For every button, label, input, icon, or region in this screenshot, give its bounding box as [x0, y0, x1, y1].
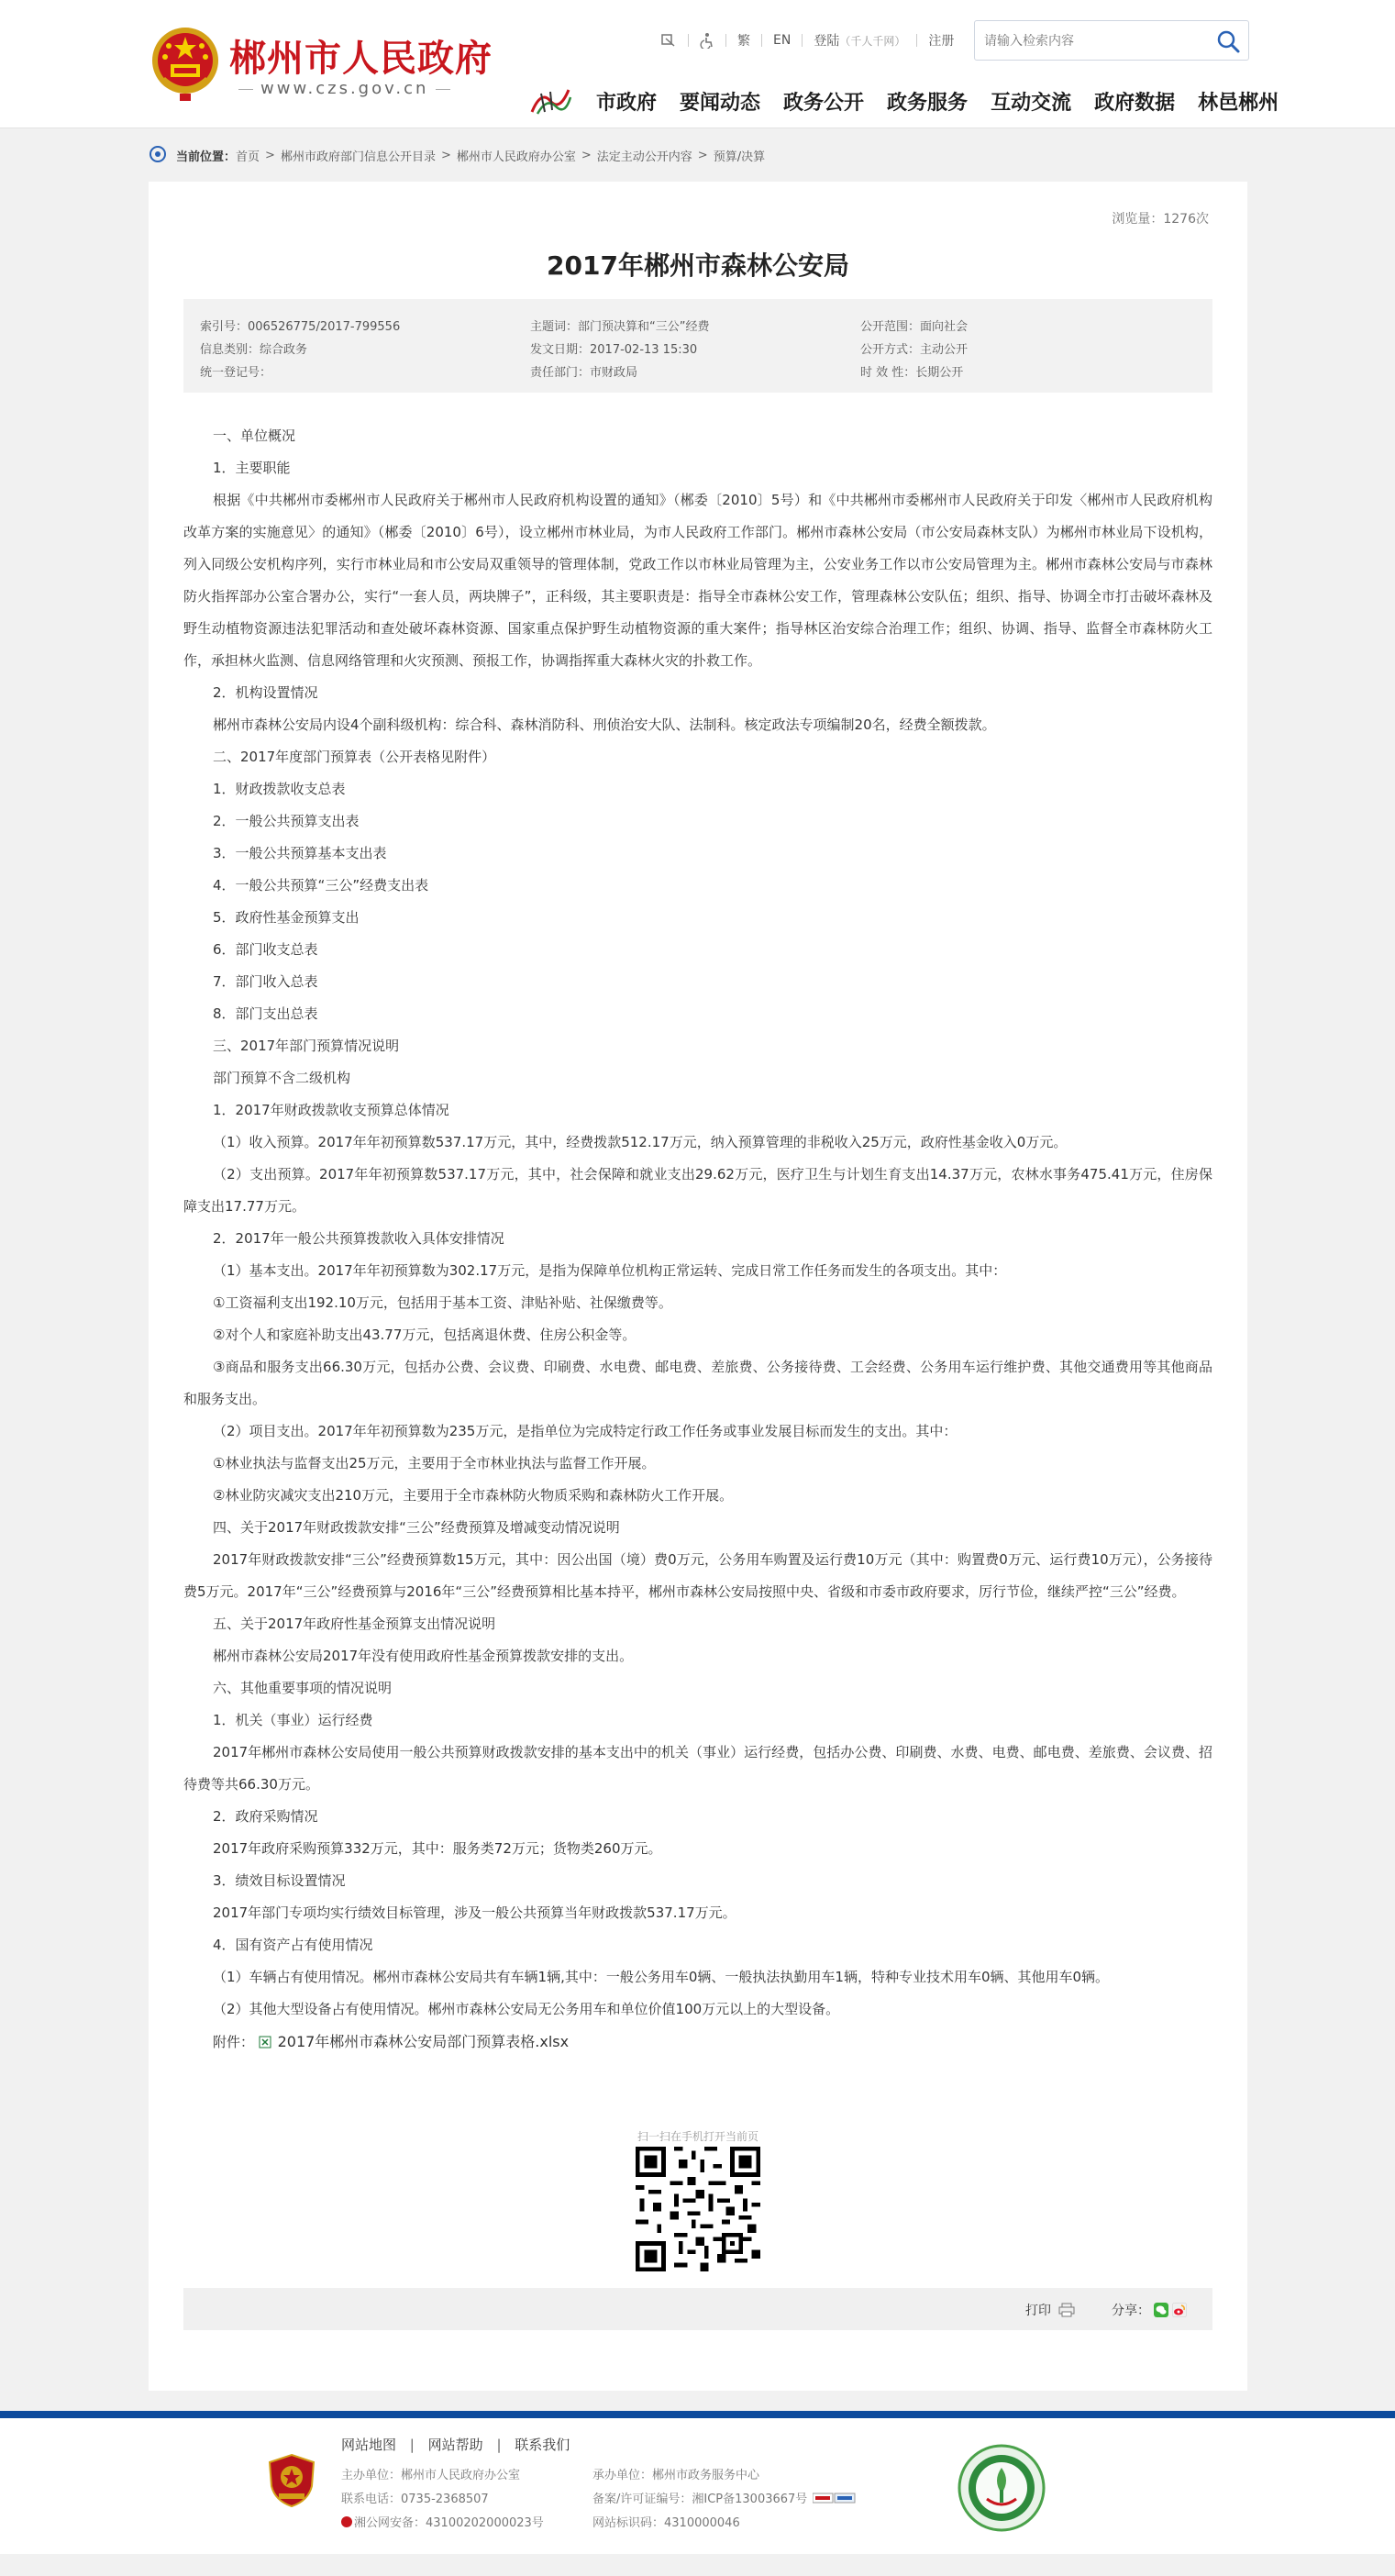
- divider: |: [409, 2437, 415, 2453]
- meta-index-no: 索引号：006526775/2017-799556: [200, 320, 401, 334]
- meta-topic: 主题词：部门预决算和“三公”经费: [530, 320, 710, 334]
- nav-item-news[interactable]: 要闻动态: [680, 91, 761, 115]
- qr-code-icon: [636, 2147, 760, 2271]
- article-title: 2017年郴州市森林公安局: [547, 250, 849, 281]
- attachment-row: [183, 2026, 1212, 2059]
- paragraph: 3．一般公共预算基本支出表: [213, 845, 387, 861]
- civilization-site-badge-icon[interactable]: [958, 2444, 1046, 2532]
- paragraph: （1）收入预算。2017年年初预算数537.17万元，其中，经费拨款512.17万元，纳入预算管理的非税收入25万元，政府性基金收入0万元。: [213, 1134, 1068, 1150]
- footer-link-sitemap[interactable]: 网站地图: [341, 2437, 397, 2453]
- top-links: [660, 29, 954, 51]
- paragraph: （1）基本支出。2017年年初预算数为302.17万元，是指为保障单位机构正常运转、完成日常工作任务而发生的各项支出。其中：: [213, 1262, 1007, 1279]
- meta-scope: 公开范围：面向社会: [860, 320, 969, 334]
- print-label: 打印: [1025, 2304, 1051, 2318]
- breadcrumb-separator: >: [697, 148, 708, 162]
- login-link[interactable]: 登陆: [814, 34, 840, 49]
- search-input[interactable]: [984, 30, 1204, 52]
- paragraph: 1．机关（事业）运行经费: [213, 1712, 373, 1728]
- footer-link-contact[interactable]: 联系我们: [515, 2437, 570, 2453]
- print-button[interactable]: [1025, 2301, 1075, 2319]
- nav-item-interaction[interactable]: 互动交流: [991, 91, 1072, 115]
- breadcrumb-item-office[interactable]: 郴州市人民政府办公室: [456, 150, 576, 164]
- paragraph: 4．一般公共预算“三公”经费支出表: [213, 877, 429, 894]
- paragraph: 2．政府采购情况: [213, 1808, 318, 1825]
- breadcrumb-item-home[interactable]: 首页: [236, 150, 260, 164]
- paragraph: 1．主要职能: [213, 460, 291, 476]
- breadcrumb-item-mandatory[interactable]: 法定主动公开内容: [596, 150, 692, 164]
- divider: [725, 34, 726, 47]
- paragraph: 2017年政府采购预算332万元，其中：服务类72万元；货物类260万元。: [213, 1840, 662, 1857]
- paragraph: ①工资福利支出192.10万元，包括用于基本工资、津贴补贴、社保缴费等。: [213, 1294, 672, 1311]
- meta-publish-date: 发文日期：2017-02-13 15:30: [530, 343, 698, 357]
- share-label: 分享：: [1112, 2304, 1150, 2318]
- wechat-icon[interactable]: [1154, 2303, 1168, 2317]
- article-container: [149, 182, 1247, 2391]
- excel-file-icon: [259, 2036, 271, 2049]
- meta-method: 公开方式：主动公开: [860, 343, 969, 357]
- breadcrumb-separator: >: [265, 148, 275, 162]
- search-box: [974, 20, 1249, 61]
- breadcrumb: [149, 144, 765, 166]
- paragraph: （2）支出预算。2017年年初预算数537.17万元，其中，社会保障和就业支出29.62万元，医疗卫生与计划生育支出14.37万元，农林水事务475.41万元，住房保障支出17.77万元。: [183, 1166, 1212, 1215]
- login-note: （千人千网）: [839, 34, 906, 48]
- paragraph: 部门预算不含二级机构: [213, 1070, 351, 1086]
- breadcrumb-item-catalog[interactable]: 郴州市政府部门信息公开目录: [280, 150, 436, 164]
- footer-links: [341, 2435, 570, 2454]
- breadcrumb-label: 当前位置：: [176, 150, 237, 164]
- traditional-chinese-link[interactable]: 繁: [737, 34, 750, 49]
- english-link[interactable]: EN: [773, 33, 792, 48]
- footer-police-row: [341, 2512, 544, 2536]
- paragraph: 3．绩效目标设置情况: [213, 1872, 346, 1889]
- article-body: [183, 420, 1212, 2059]
- paragraph: 六、其他重要事项的情况说明: [213, 1680, 393, 1696]
- nav-item-linyi[interactable]: 林邑郴州: [1198, 91, 1279, 115]
- paragraph: （2）项目支出。2017年年初预算数为235万元，是指单位为完成特定行政工作任务或事业发展目标而发生的支出。其中：: [213, 1423, 958, 1439]
- divider: [761, 34, 762, 47]
- site-footer: [0, 2418, 1395, 2554]
- paragraph: 一、单位概况: [213, 427, 296, 444]
- view-count: 浏览量：1276次: [1112, 212, 1209, 227]
- footer-icp-row: [592, 2488, 857, 2512]
- paragraph: ①林业执法与监督支出25万元，主要用于全市林业执法与监督工作开展。: [213, 1455, 656, 1471]
- paragraph: 根据《中共郴州市委郴州市人民政府关于郴州市人民政府机构设置的通知》（郴委〔2010〕5号）和《中共郴州市委郴州市人民政府关于印发〈郴州市人民政府机构改革方案的实施意见〉的通知》（郴委〔2010〕6号），设立郴州市林业局，为市人民政府工作部门。郴州市森林公安局（市公安局森林支队）为郴州市林业局下设机构，列入同级公安机构序列，实行市林业局和市公安局双重领导的管理体制，党政工作以市林业局管理为主，公安业务工作以市公安局管理为主。郴州市森林公安局与市森林防火指挥部办公室合署办公，实行“一套人员，两块牌子”，正科级，其主要职责是：指导全市森林公安工作，管理森林公安队伍；组织、指导、协调全市打击破坏森林及野生动植物资源违法犯罪活动和查处破坏森林资源、国家重点保护野生动植物资源的重大案件；指导林区治安综合治理工作；组织、协调、指导、监督全市森林防火工作，承担林火监测、信息网络管理和火灾预测、预报工作，协调指挥重大森林火灾的扑救工作。: [183, 492, 1212, 669]
- paragraph: 二、2017年度部门预算表（公开表格见附件）: [213, 749, 496, 765]
- search-icon[interactable]: [1215, 28, 1241, 54]
- article-action-bar: [183, 2288, 1212, 2330]
- paragraph: 2．机构设置情况: [213, 684, 318, 701]
- nav-item-data[interactable]: 政府数据: [1094, 91, 1176, 115]
- paragraph: 2017年郴州市森林公安局使用一般公共预算财政拨款安排的基本支出中的机关（事业）运行经费，包括办公费、印刷费、水费、电费、邮电费、差旅费、会议费、招待费等共66.30万元。: [183, 1744, 1212, 1793]
- paragraph: 2．一般公共预算支出表: [213, 813, 360, 829]
- footer-host: 主办单位：郴州市人民政府办公室: [341, 2469, 521, 2482]
- footer-police[interactable]: 湘公网安备：43100202000023号: [354, 2516, 544, 2530]
- wheelchair-icon[interactable]: [700, 32, 714, 49]
- paragraph: 郴州市森林公安局2017年没有使用政府性基金预算拨款安排的支出。: [213, 1648, 634, 1664]
- divider: [688, 34, 689, 47]
- accessibility-icon[interactable]: [660, 33, 677, 48]
- paragraph: 4．国有资产占有使用情况: [213, 1937, 373, 1953]
- printer-icon: [1058, 2303, 1075, 2317]
- footer-organizer: 承办单位：郴州市政务服务中心: [592, 2469, 760, 2482]
- attachment-link[interactable]: 2017年郴州市森林公安局部门预算表格.xlsx: [277, 2033, 570, 2050]
- nav-item-government[interactable]: 市政府: [596, 91, 658, 115]
- paragraph: ②对个人和家庭补助支出43.77万元，包括离退休费、住房公积金等。: [213, 1327, 637, 1343]
- meta-registration: 统一登记号：: [200, 366, 272, 380]
- paragraph: 三、2017年部门预算情况说明: [213, 1038, 400, 1054]
- footer-info-right: [592, 2464, 857, 2536]
- footer-link-help[interactable]: 网站帮助: [427, 2437, 483, 2453]
- location-pin-icon: [149, 145, 167, 165]
- footer-site-code: 网站标识码：4310000046: [592, 2516, 740, 2530]
- paragraph: 7．部门收入总表: [213, 973, 318, 990]
- paragraph: 郴州市森林公安局内设4个副科级机构：综合科、森林消防科、刑侦治安大队、法制科。核定政法专项编制20名，经费全额拨款。: [213, 716, 996, 733]
- paragraph: 8．部门支出总表: [213, 1005, 318, 1022]
- paragraph: 6．部门收支总表: [213, 941, 318, 958]
- paragraph: 1．2017年财政拨款收支预算总体情况: [213, 1102, 449, 1118]
- site-title: 郴州市人民政府: [229, 38, 493, 80]
- divider: [802, 34, 803, 47]
- site-header: [0, 0, 1395, 128]
- decorative-brush-icon: [528, 84, 572, 117]
- meta-validity: 时 效 性：长期公开: [860, 366, 964, 380]
- paragraph: （2）其他大型设备占有使用情况。郴州市森林公安局无公务用车和单位价值100万元以上的大型设备。: [213, 2001, 840, 2017]
- paragraph: 5．政府性基金预算支出: [213, 909, 360, 926]
- main-nav: [528, 84, 1279, 117]
- footer-bottom-strip: [0, 2554, 1395, 2576]
- nav-item-services[interactable]: 政务服务: [887, 91, 969, 115]
- attachment-label: 附件：: [213, 2034, 255, 2050]
- breadcrumb-separator: >: [581, 148, 592, 162]
- meta-department: 责任部门：市财政局: [530, 366, 638, 380]
- breadcrumb-separator: >: [440, 148, 451, 162]
- divider: [916, 34, 917, 47]
- paragraph: ②林业防灾减灾支出210万元，主要用于全市森林防火物质采购和森林防火工作开展。: [213, 1487, 734, 1504]
- credential-badge-icon[interactable]: [813, 2493, 857, 2504]
- paragraph: 四、关于2017年财政拨款安排“三公”经费预算及增减变动情况说明: [213, 1519, 620, 1536]
- weibo-icon[interactable]: [1172, 2303, 1187, 2317]
- footer-icp[interactable]: 备案/许可证编号：湘ICP备13003667号: [592, 2493, 808, 2506]
- footer-divider: [0, 2411, 1395, 2418]
- article-meta-box: [183, 299, 1212, 393]
- qr-caption: 扫一扫在手机打开当前页: [637, 2130, 758, 2143]
- police-badge-icon[interactable]: [268, 2453, 316, 2508]
- paragraph: 2017年部门专项均实行绩效目标管理，涉及一般公共预算当年财政拨款537.17万元。: [213, 1904, 736, 1921]
- paragraph: ③商品和服务支出66.30万元，包括办公费、会议费、印刷费、水电费、邮电费、差旅费、公务接待费、工会经费、公务用车运行维护费、其他交通费用等其他商品和服务支出。: [183, 1359, 1212, 1407]
- register-link[interactable]: 注册: [928, 34, 955, 49]
- police-emblem-icon: [341, 2516, 352, 2527]
- national-emblem-icon: [149, 24, 222, 103]
- paragraph: 2．2017年一般公共预算拨款收入具体安排情况: [213, 1230, 504, 1247]
- footer-phone: 联系电话：0735-2368507: [341, 2493, 489, 2506]
- share-group: [1112, 2301, 1187, 2319]
- paragraph: 2017年财政拨款安排“三公”经费预算数15万元，其中：因公出国（境）费0万元，公务用车购置及运行费10万元（其中：购置费0万元、运行费10万元），公务接待费5万元。2017年“三公”经费预算与2016年“三公”经费预算相比基本持平，郴州市森林公安局按照中央、省级和市委市政府要求，厉行节俭，继续严控“三公”经费。: [183, 1551, 1212, 1600]
- footer-info-left: [341, 2464, 544, 2536]
- paragraph: 1．财政拨款收支总表: [213, 781, 346, 797]
- nav-item-public-affairs[interactable]: 政务公开: [783, 91, 865, 115]
- paragraph: 五、关于2017年政府性基金预算支出情况说明: [213, 1616, 496, 1632]
- paragraph: （1）车辆占有使用情况。郴州市森林公安局共有车辆1辆,其中：一般公务用车0辆、一般执法执勤用车1辆，特种专业技术用车0辆、其他用车0辆。: [213, 1969, 1110, 1985]
- site-url: www.czs.gov.cn: [231, 79, 458, 98]
- divider: |: [496, 2437, 502, 2453]
- breadcrumb-item-budget[interactable]: 预算/决算: [713, 150, 766, 164]
- site-logo[interactable]: [149, 24, 515, 106]
- meta-category: 信息类别：综合政务: [200, 343, 308, 357]
